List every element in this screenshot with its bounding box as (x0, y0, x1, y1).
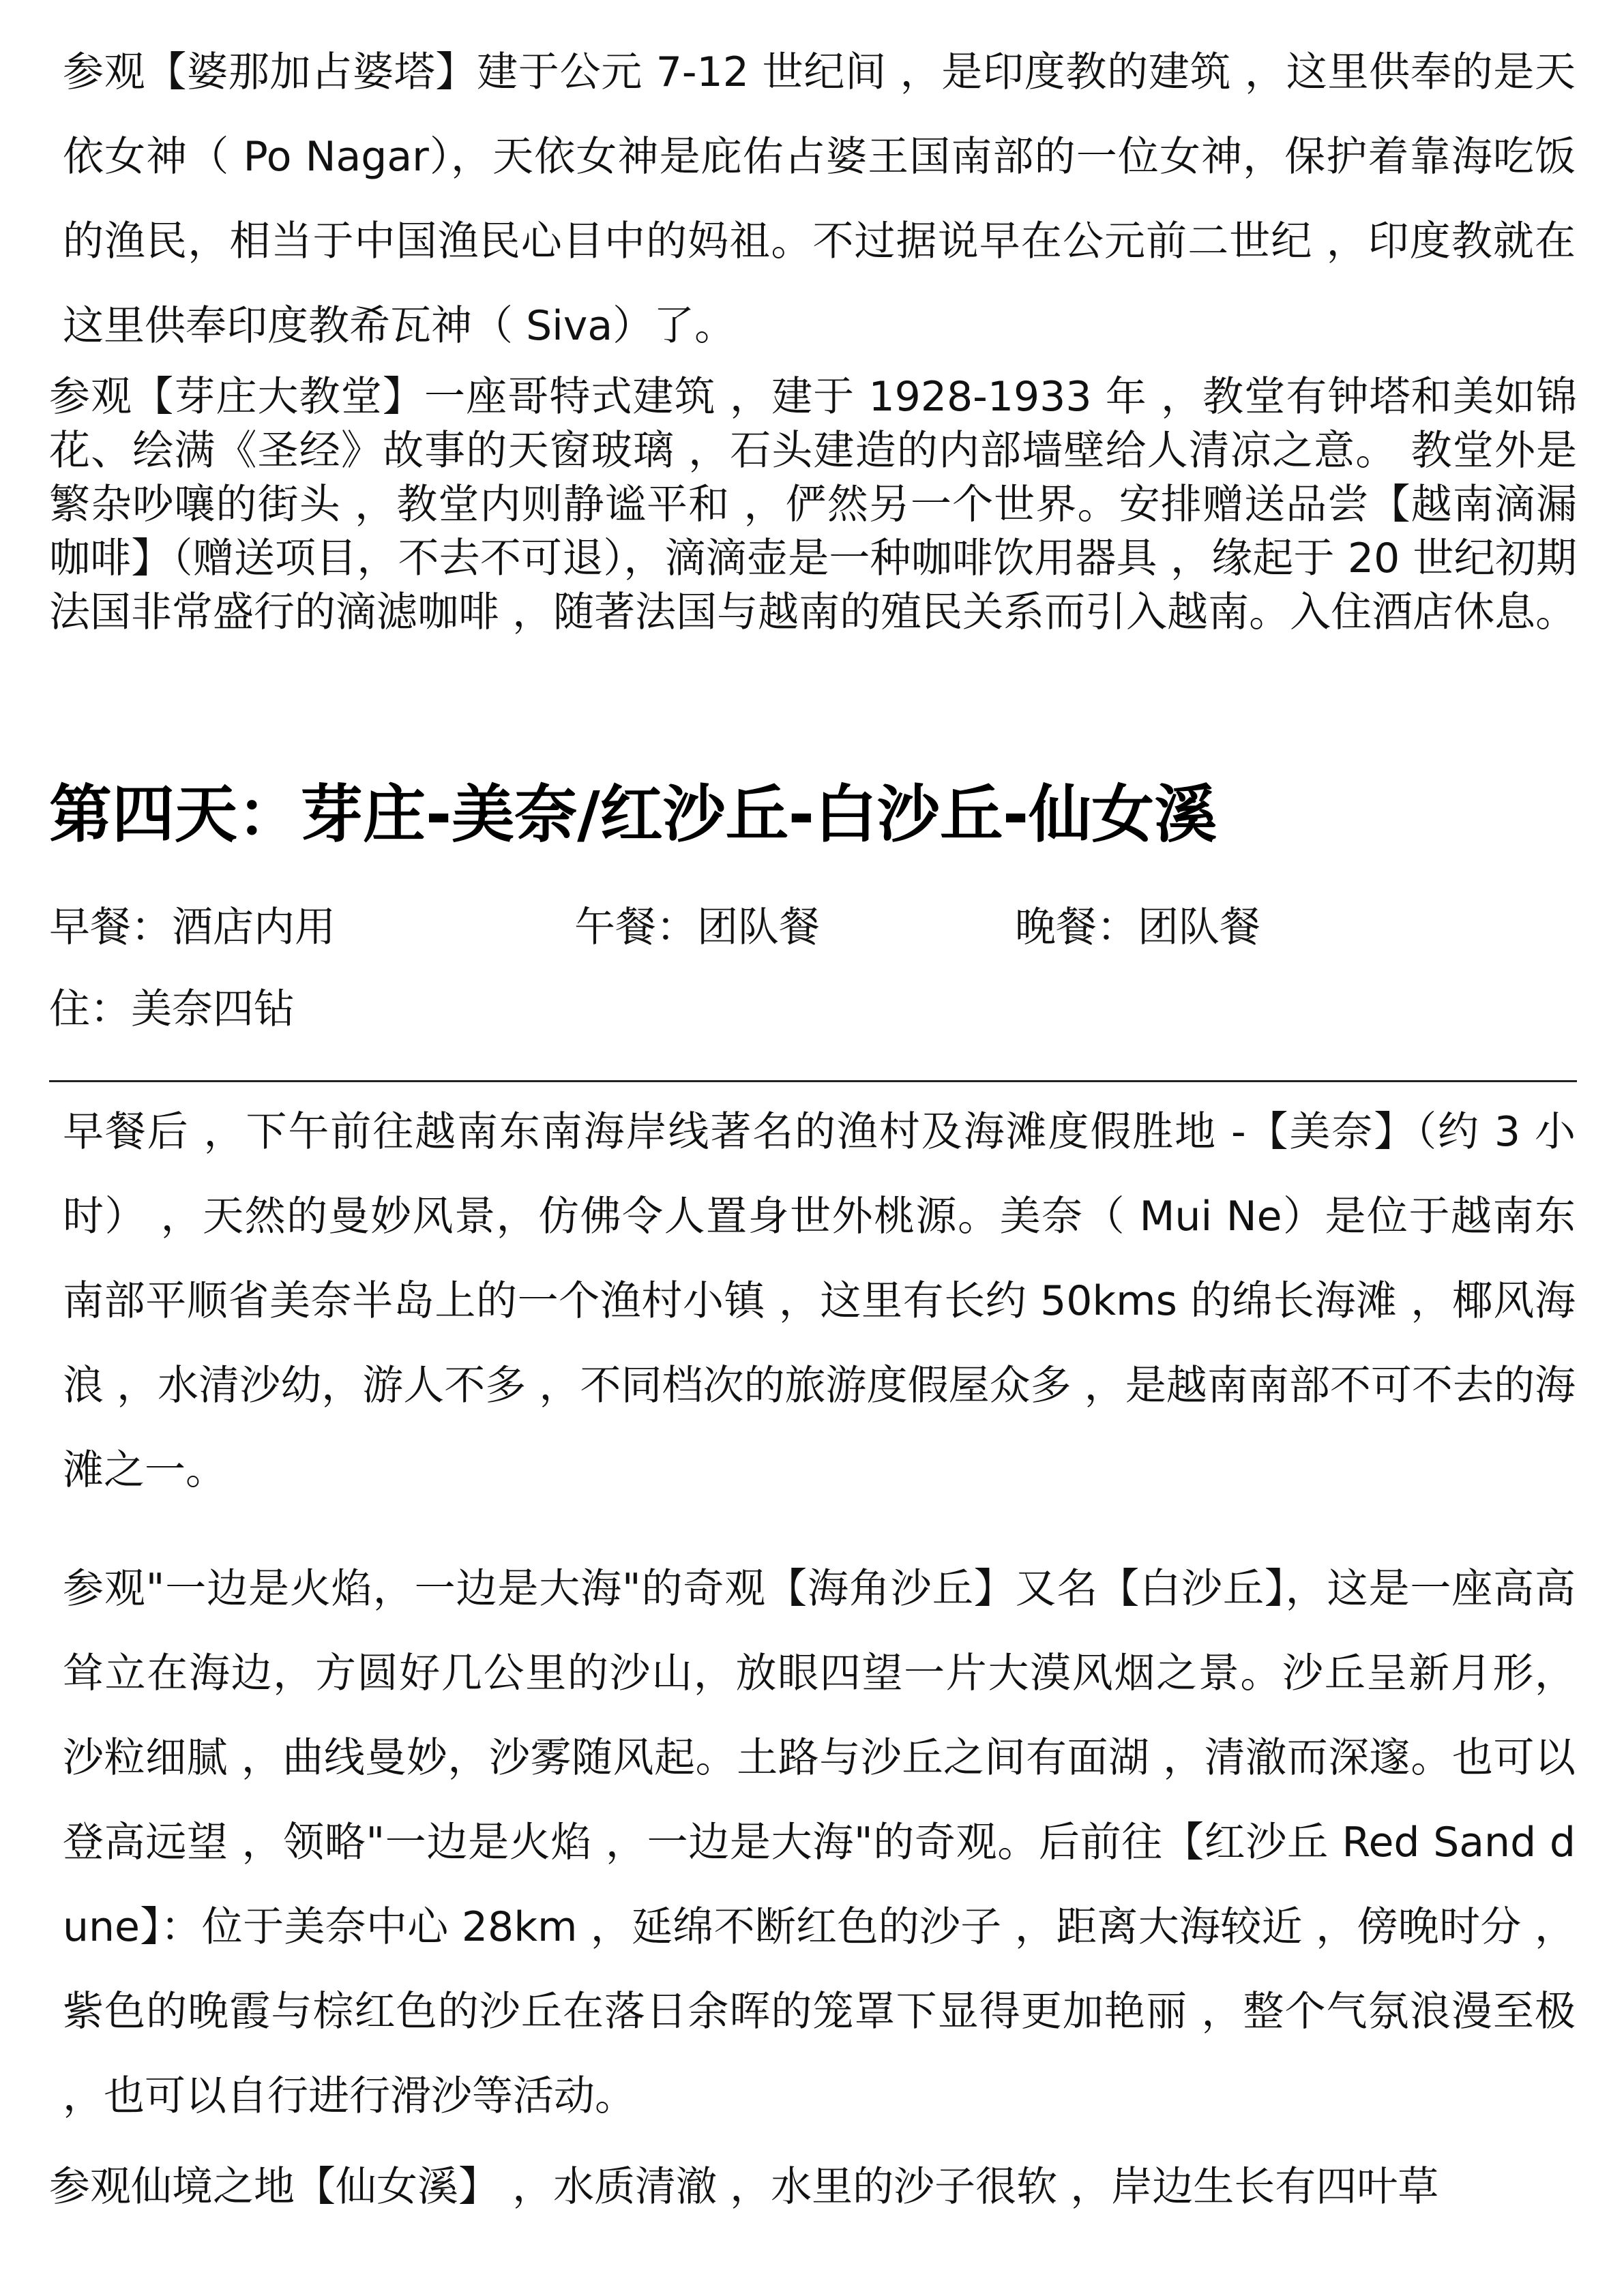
paragraph-mui-ne: 早餐后 ，下午前往越南东南海岸线著名的渔村及海滩度假胜地 -【美奈】（约 3 小时） ，天然的曼妙风景，仿佛令人置身世外桃源。美奈（ Mui Ne）是位于越南东南部平顺省美奈半岛上的一个渔村小镇 ，这里有长约 50kms 的绵长海滩 ，椰风海浪 ，水清沙幼，游人不多 ，不同档次的旅游度假屋众多 ，是越南南部不可不去的海滩之一。 (63, 1108, 1576, 1494)
accommodation-info: 住：美奈四钻 (49, 985, 295, 1033)
paragraph-po-nagar-tower: 参观【婆那加占婆塔】建于公元 7-12 世纪间 ，是印度教的建筑 ，这里供奉的是天依女神（ Po Nagar），天依女神是庇佑占婆王国南部的一位女神，保护着靠海吃饭的渔民，相当于中国渔民心目中的妈祖。不过据说早在公元前二世纪 ，印度教就在这里供奉印度教希瓦神（ Siva）了。 (63, 48, 1576, 350)
section-divider (49, 1080, 1577, 1082)
day-four-title: 第四天：芽庄-美奈/红沙丘-白沙丘-仙女溪 (49, 778, 1217, 851)
paragraph-sand-dunes: 参观"一边是火焰，一边是大海"的奇观【海角沙丘】又名【白沙丘】，这是一座高高耸立在海边，方圆好几公里的沙山，放眼四望一片大漠风烟之景。沙丘呈新月形，沙粒细腻 ，曲线曼妙，沙雾随风起。土路与沙丘之间有面湖 ，清澈而深邃。也可以登高远望 ，领略"一边是火焰 ，一边是大海"的奇观。后前往【红沙丘 Red Sand dune】：位于美奈中心 28km ，延绵不断红色的沙子 ，距离大海较近 ，傍晚时分 ，紫色的晚霞与棕红色的沙丘在落日余晖的笼罩下显得更加艳丽 ，整个气氛浪漫至极 ，也可以自行进行滑沙等活动。 (63, 1565, 1576, 2120)
meal-info-row (49, 893, 1577, 961)
paragraph-fairy-stream: 参观仙境之地【仙女溪】 ，水质清澈 ，水里的沙子很软 ，岸边生长有四叶草 (49, 2163, 1439, 2211)
lunch-info: 午餐：团队餐 (574, 904, 820, 951)
paragraph-nha-trang-cathedral: 参观【芽庄大教堂】一座哥特式建筑 ，建于 1928-1933 年 ，教堂有钟塔和美如锦花、绘满《圣经》故事的天窗玻璃 ，石头建造的内部墙壁给人清凉之意。 教堂外是繁杂吵嚷的街头 ，教堂内则静谧平和 ，俨然另一个世界。安排赠送品尝【越南滴漏咖啡】（赠送项目，不去不可退），滴滴壶是一种咖啡饮用器具 ，缘起于 20 世纪初期法国非常盛行的滴滤咖啡 ，随著法国与越南的殖民关系而引入越南。入住酒店休息。 (49, 373, 1577, 636)
breakfast-info: 早餐：酒店内用 (49, 904, 336, 951)
dinner-info: 晚餐：团队餐 (1015, 904, 1260, 951)
